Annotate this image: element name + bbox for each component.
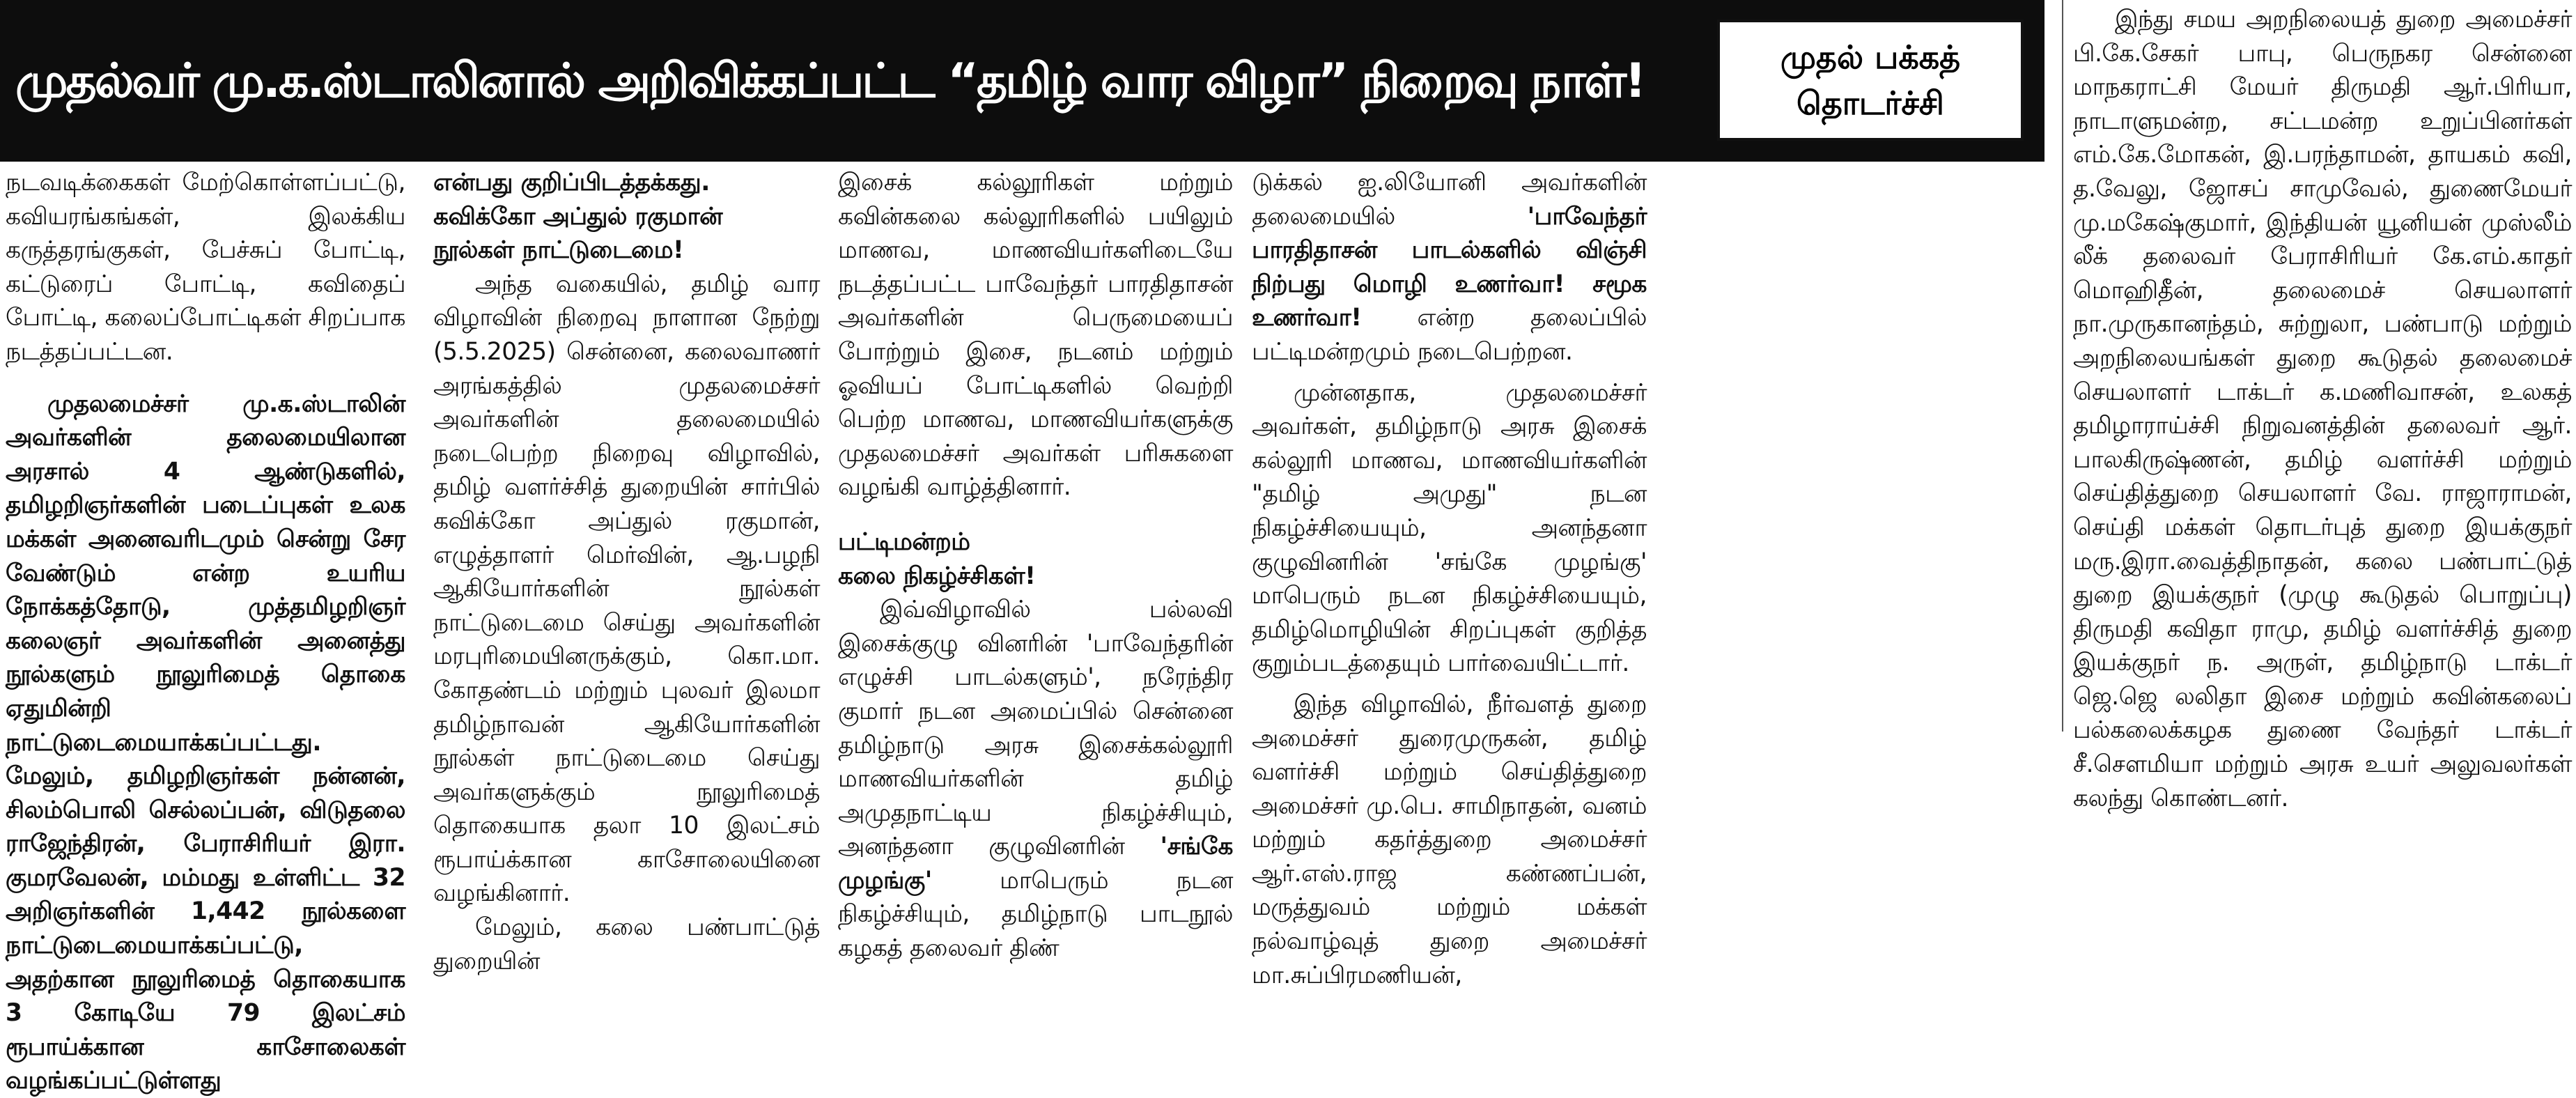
continued-tag xyxy=(1717,20,2024,141)
column-2 xyxy=(433,166,820,975)
continued-tag-line1: முதல் பக்கத் xyxy=(1780,38,1961,76)
column-4-para-1-bold: 'பாவேந்தர் பாரதிதாசன் பாடல்களில் விஞ்சி நிற்பது மொழி உணர்வா! சமூக உணர்வா! xyxy=(1252,202,1647,332)
column-3-subhead-line2: கலை நிகழ்ச்சிகள்! xyxy=(838,562,1036,590)
column-2-para-1: என்பது குறிப்பிடத்தக்கது. xyxy=(433,169,710,196)
column-4-para-1-text: டுக்கல் ஐ.லியோனி அவர்களின் தலைமையில் xyxy=(1252,169,1647,231)
column-3-para-2-tail: மாபெரும் நடன நிகழ்ச்சியும், தமிழ்நாடு பாடநூல் கழகத் தலைவர் திண் xyxy=(838,866,1233,963)
column-3-para-1: இசைக் கல்லூரிகள் மற்றும் கவின்கலை கல்லூரிகளில் பயிலும் மாணவ, மாணவியர்களிடையே நடத்தப்பட்ட பாவேந்தர் பாரதிதாசன் அவர்களின் பெருமையைப் போற்றும் இசை, நடனம் மற்றும் ஓவியப் போட்டிகளில் வெற்றி பெற்ற மாணவ, மாணவியர்களுக்கு முதலமைச்சர் அவர்கள் பரிசுகளை வழங்கி வாழ்த்தினார். xyxy=(838,169,1233,502)
headline: முதல்வர் மு.க.ஸ்டாலினால் அறிவிக்கப்பட்ட “தமிழ் வார விழா” நிறைவு நாள்! xyxy=(15,54,1645,109)
column-4-para-3: இந்த விழாவில், நீர்வளத் துறை அமைச்சர் துரைமுருகன், தமிழ் வளர்ச்சி மற்றும் செய்தித்துறை அமைச்சர் மு.பெ. சாமிநாதன், வனம் மற்றும் கதர்த்துறை அமைச்சர் ஆர்.எஸ்.ராஜ கண்ணப்பன், மருத்துவம் மற்றும் மக்கள் நல்வாழ்வுத் துறை அமைச்சர் மா.சுப்பிரமணியன், xyxy=(1252,690,1647,989)
column-1-para-1: நடவடிக்கைகள் மேற்கொள்ளப்பட்டு, கவியரங்கங்கள், இலக்கிய கருத்தரங்குகள், பேச்சுப் போட்டி, கட்டுரைப் போட்டி, கவிதைப் போட்டி, கலைப்போட்டிகள் சிறப்பாக நடத்தப்பட்டன. xyxy=(6,169,405,366)
column-2-subhead-line1: கவிக்கோ அப்துல் ரகுமான் xyxy=(433,202,723,231)
column-4 xyxy=(1252,166,1647,989)
column-3 xyxy=(838,166,1233,963)
column-3-para-2-text: இவ்விழாவில் பல்லவி இசைக்குழு வினரின் 'பாவேந்தரின் எழுச்சி பாடல்களும்', நரேந்திர குமார் நடன அமைப்பில் சென்னை தமிழ்நாடு அரசு இசைக்கல்லூரி மாணவியர்களின் தமிழ் அமுதநாட்டிய நிகழ்ச்சியும், அனந்தனா குழுவினரின் xyxy=(838,596,1233,861)
column-2-para-2: அந்த வகையில், தமிழ் வார விழாவின் நிறைவு நாளான நேற்று (5.5.2025) சென்னை, கலைவாணர் அரங்கத்தில் முதலமைச்சர் அவர்களின் தலைமையில் நடைபெற்ற நிறைவு விழாவில், தமிழ் வளர்ச்சித் துறையின் சார்பில் கவிக்கோ அப்துல் ரகுமான், எழுத்தாளர் மெர்வின், ஆ.பழநி ஆகியோர்களின் நூல்கள் நாட்டுடைமை செய்து அவர்களின் மரபுரிமையினருக்கும், கொ.மா. கோதண்டம் மற்றும் புலவர் இலமா தமிழ்நாவன் ஆகியோர்களின் நூல்கள் நாட்டுடைமை செய்து அவர்களுக்கும் நூலுரிமைத் தொகையாக தலா 10 இலட்சம் ரூபாய்க்கான காசோலையினை வழங்கினார். xyxy=(433,270,820,908)
column-2-para-3: மேலும், கலை பண்பாட்டுத் துறையின் xyxy=(433,913,820,975)
column-1-para-2: முதலமைச்சர் மு.க.ஸ்டாலின் அவர்களின் தலைமையிலான அரசால் 4 ஆண்டுகளில், தமிழறிஞர்களின் படைப்புகள் உலக மக்கள் அனைவரிடமும் சென்று சேர வேண்டும் என்ற உயரிய நோக்கத்தோடு, முத்தமிழறிஞர் கலைஞர் அவர்களின் அனைத்து நூல்களும் நூலுரிமைத் தொகை ஏதுமின்றி நாட்டுடைமையாக்கப்பட்டது. மேலும், தமிழறிஞர்கள் நன்னன், சிலம்பொலி செல்லப்பன், விடுதலை ராஜேந்திரன், பேராசிரியர் இரா. குமரவேலன், மம்மது உள்ளிட்ட 32 அறிஞர்களின் 1,442 நூல்களை நாட்டுடைமையாக்கப்பட்டு, அதற்கான நூலுரிமைத் தொகையாக 3 கோடியே 79 இலட்சம் ரூபாய்க்கான காசோலைகள் வழங்கப்பட்டுள்ளது xyxy=(6,389,405,1095)
column-5 xyxy=(2073,3,2572,812)
column-2-subhead-line2: நூல்கள் நாட்டுடைமை! xyxy=(433,236,684,265)
column-3-subhead-line1: பட்டிமன்றம் xyxy=(838,527,970,556)
column-4-para-2: முன்னதாக, முதலமைச்சர் அவர்கள், தமிழ்நாடு அரசு இசைக் கல்லூரி மாணவ, மாணவியர்களின் "தமிழ் அமுது" நடன நிகழ்ச்சியையும், அனந்தனா குழுவினரின் 'சங்கே முழங்கு' மாபெரும் நடன நிகழ்ச்சியையும், தமிழ்மொழியின் சிறப்புகள் குறித்த குறும்படத்தையும் பார்வையிட்டார். xyxy=(1252,378,1647,678)
column-5-para-1: இந்து சமய அறநிலையத் துறை அமைச்சர் பி.கே.சேகர் பாபு, பெருநகர சென்னை மாநகராட்சி மேயர் திருமதி ஆர்.பிரியா, நாடாளுமன்ற, சட்டமன்ற உறுப்பினர்கள் எம்.கே.மோகன், இ.பரந்தாமன், தாயகம் கவி, த.வேலு, ஜோசப் சாமுவேல், துணைமேயர் மு.மகேஷ்குமார், இந்தியன் யூனியன் முஸ்லீம் லீக் தலைவர் பேராசிரியர் கே.எம்.காதர் மொஹிதீன், தலைமைச் செயலாளர் நா.முருகானந்தம், சுற்றுலா, பண்பாடு மற்றும் அறநிலையங்கள் துறை கூடுதல் தலைமைச் செயலாளர் டாக்டர் க.மணிவாசன், உலகத் தமிழாராய்ச்சி நிறுவனத்தின் தலைவர் ஆர். பாலகிருஷ்ணன், தமிழ் வளர்ச்சி மற்றும் செய்தித்துறை செயலாளர் வே. ராஜாராமன், செய்தி மக்கள் தொடர்புத் துறை இயக்குநர் மரு.இரா.வைத்திநாதன், கலை பண்பாட்டுத் துறை இயக்குநர் (முழு கூடுதல் பொறுப்பு) திருமதி கவிதா ராமு, தமிழ் வளர்ச்சித் துறை இயக்குநர் ந. அருள், தமிழ்நாடு டாக்டர் ஜெ.ஜெ லலிதா இசை மற்றும் கவின்கலைப் பல்கலைக்கழக துணை வேந்தர் டாக்டர் சீ.சௌமியா மற்றும் அரசு உயர் அலுவலர்கள் கலந்து கொண்டனர். xyxy=(2073,6,2572,812)
column-4-para-1-tail: என்ற தலைப்பில் பட்டிமன்றமும் நடைபெற்றன. xyxy=(1252,304,1647,366)
continued-tag-line2: தொடர்ச்சி xyxy=(1797,84,1944,122)
column-3-para-2 xyxy=(838,593,1233,966)
column-4-para-1 xyxy=(1252,166,1647,369)
column-1 xyxy=(6,166,405,1095)
column-divider xyxy=(2062,0,2063,732)
column-3-para-2-bold: 'சங்கே முழங்கு' xyxy=(838,833,1233,895)
